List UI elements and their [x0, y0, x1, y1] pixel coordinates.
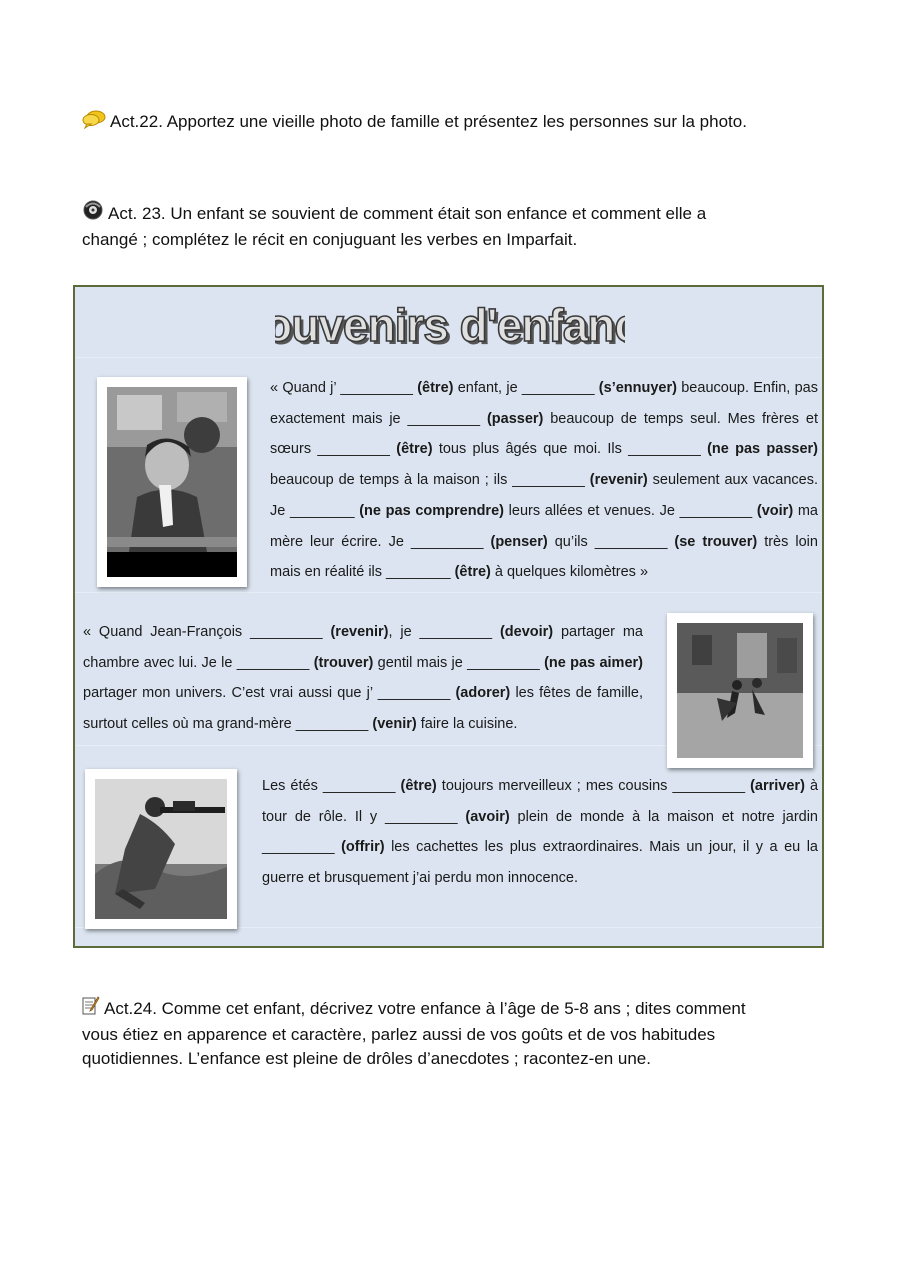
verb-cue: (être) [417, 380, 454, 396]
verb-cue: (revenir) [589, 472, 648, 489]
text-segment: faire la cuisine. [416, 716, 518, 733]
photo-children-playing [667, 613, 813, 768]
verb-cue: (ne pas passer) [707, 441, 818, 458]
photo-soldier [85, 769, 237, 929]
text-segment: toujours merveilleux ; mes cousins _________ [436, 778, 751, 794]
paragraph-1 [270, 373, 818, 588]
text-segment: très loin mais en réalité ils ________ [270, 533, 818, 581]
text-segment: Les étés _________ [262, 778, 401, 794]
verb-cue: (passer) [486, 410, 544, 427]
text-segment: beaucoup de temps seul. Mes frères et sœurs _________ [270, 410, 818, 458]
verb-cue: (se trouver) [674, 533, 758, 550]
act24-text-line3: quotidiennes. L’enfance est pleine de drôles d’anecdotes ; racontez-en une. [82, 1049, 651, 1068]
photo-boy-at-school [97, 377, 247, 587]
worksheet-frame [73, 285, 824, 948]
verb-cue: (devoir) [499, 624, 554, 640]
verb-cue: (être) [400, 778, 437, 794]
text-segment: les fêtes de famille, surtout celles où ma grand-mère _________ [83, 685, 643, 733]
verb-cue: (être) [454, 564, 491, 581]
text-segment: « Quand Jean-François _________ [83, 624, 331, 640]
verb-cue: (s’ennuyer) [598, 380, 677, 396]
act24-text-line1: Act.24. Comme cet enfant, décrivez votre enfance à l’âge de 5-8 ans ; dites comment [104, 999, 746, 1018]
verb-cue: (être) [396, 441, 433, 458]
act22-instruction [82, 109, 747, 136]
act23-text-line2: changé ; complétez le récit en conjuguant les verbes en Imparfait. [82, 230, 578, 249]
paragraph-2 [83, 617, 643, 740]
act23-instruction [82, 199, 706, 252]
text-segment: à tour de rôle. Il y _________ [262, 778, 819, 825]
text-segment: tous plus âgés que moi. Ils _________ [432, 441, 708, 458]
verb-cue: (venir) [372, 716, 417, 733]
paragraph-3 [262, 771, 818, 894]
notepad-pencil-icon [82, 996, 100, 1023]
text-segment: seulement aux vacances. Je ________ [270, 472, 819, 519]
act24-text-line2: vous étiez en apparence et caractère, parlez aussi de vos goûts et de vos habitudes [82, 1025, 716, 1044]
text-segment: beaucoup de temps à la maison ; ils _________ [270, 472, 590, 489]
text-segment: beaucoup. Enfin, pas exactement mais je _________ [270, 380, 818, 427]
text-segment: les cachettes les plus extraordinaires. Mais un jour, il y a eu la guerre et brusquement j’ai perdu mon innocence. [262, 839, 818, 887]
worksheet-title [275, 295, 625, 355]
text-segment: ma mère leur écrire. Je _________ [270, 502, 818, 550]
text-segment: à quelques kilomètres » [490, 564, 649, 581]
text-segment: partager ma chambre avec lui. Je le _________ [83, 624, 643, 671]
headphones-disc-icon [82, 199, 104, 228]
text-segment: plein de monde à la maison et notre jardin _________ [262, 808, 818, 856]
act24-instruction [82, 996, 746, 1071]
text-segment: qu’ils _________ [547, 533, 675, 550]
text-segment: gentil mais je _________ [373, 654, 545, 671]
worksheet-title-text: ouvenirs d'enfan [275, 299, 615, 351]
text-segment: enfant, je _________ [453, 380, 599, 396]
verb-cue: (revenir) [330, 624, 389, 640]
speech-bubble-icon [82, 109, 106, 136]
verb-cue: (ne pas aimer) [544, 654, 643, 671]
act22-text: Act.22. Apportez une vieille photo de famille et présentez les personnes sur la photo. [110, 112, 747, 131]
text-segment: leurs allées et venues. Je _________ [503, 502, 757, 519]
verb-cue: (trouver) [313, 654, 374, 671]
verb-cue: (adorer) [455, 685, 511, 702]
text-segment: , je _________ [388, 624, 500, 640]
verb-cue: (avoir) [465, 808, 510, 825]
verb-cue: (penser) [490, 533, 548, 550]
text-segment: partager mon univers. C’est vrai aussi que j’ _________ [83, 685, 456, 702]
svg-text:Souvenirs d'enfance: ouvenirs d'enfan [275, 302, 618, 354]
verb-cue: (voir) [756, 502, 794, 519]
verb-cue: (offrir) [341, 839, 385, 856]
act23-text-line1: Act. 23. Un enfant se souvient de comment était son enfance et comment elle a [108, 204, 707, 223]
verb-cue: (ne pas comprendre) [359, 502, 504, 519]
verb-cue: (arriver) [750, 778, 805, 794]
text-segment: « Quand j’ _________ [270, 380, 418, 396]
